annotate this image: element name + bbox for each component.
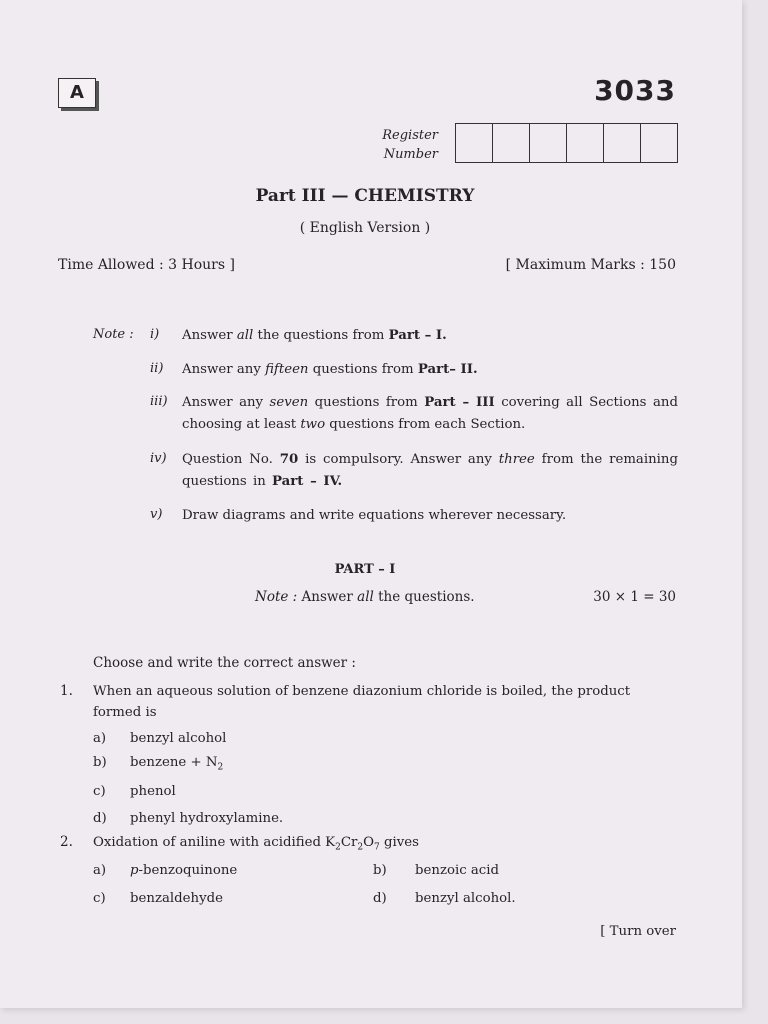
register-digit-box[interactable]: [604, 124, 641, 162]
note-strong: Part – III: [424, 395, 495, 410]
maximum-marks: [ Maximum Marks : 150: [505, 257, 676, 273]
note-item: [182, 392, 678, 436]
note-text: Question No.: [182, 452, 280, 467]
note-strong: Part – IV.: [272, 474, 343, 489]
option-subscript: 2: [217, 762, 224, 773]
note-number: iv): [150, 451, 167, 466]
option-text: benzyl alcohol: [130, 731, 227, 746]
register-digit-box[interactable]: [530, 124, 567, 162]
note-text: is compulsory. Answer any: [298, 452, 499, 467]
option-label: d): [373, 891, 387, 906]
note-emphasis: three: [498, 452, 535, 467]
register-number-boxes[interactable]: [455, 123, 678, 163]
question-text: When an aqueous solution of benzene diazonium chloride is boiled, the product formed is: [93, 684, 631, 720]
question-text: [93, 832, 678, 859]
option-text-main: -benzoquinone: [138, 863, 238, 878]
part-one-note-text: Answer: [297, 589, 358, 605]
note-emphasis: fifteen: [265, 362, 309, 377]
option-text-main: benzene + N: [130, 755, 218, 770]
register-digit-box[interactable]: [567, 124, 604, 162]
note-item: [182, 449, 678, 493]
part-one-note-label: Note :: [255, 589, 298, 605]
question-text-part: gives: [379, 835, 419, 850]
note-text: Answer any: [182, 362, 266, 377]
option-label: b): [93, 755, 107, 770]
option-text: benzaldehyde: [130, 891, 223, 906]
option-label: c): [93, 891, 106, 906]
note-number: ii): [150, 361, 164, 376]
version-subtitle: ( English Version ): [299, 220, 431, 236]
question-subscript: 2: [357, 842, 364, 853]
note-text: covering all Sections and choosing at least: [182, 395, 678, 432]
option-label: c): [93, 784, 106, 799]
note-text: questions from: [308, 395, 425, 410]
note-text: questions from: [308, 362, 418, 377]
note-text: Answer any: [182, 395, 270, 410]
note-strong: Part – I.: [388, 328, 447, 343]
note-strong: 70: [279, 452, 299, 467]
option-label: a): [93, 731, 107, 746]
part-one-note-text: the questions.: [373, 589, 475, 605]
register-label-line2: Number: [383, 147, 438, 162]
option-text: phenyl hydroxylamine.: [130, 811, 284, 826]
question-text-part: Oxidation of aniline with acidified K: [93, 835, 336, 850]
register-digit-box[interactable]: [641, 124, 677, 162]
note-emphasis: seven: [269, 395, 309, 410]
note-emphasis: all: [236, 328, 254, 343]
note-text: Answer: [182, 328, 237, 343]
note-number: v): [150, 507, 163, 522]
part-one-note: [255, 589, 475, 605]
part-one-heading: PART – I: [334, 562, 396, 577]
option-text: [130, 755, 223, 773]
option-text: [130, 863, 237, 878]
note-number: iii): [150, 394, 168, 409]
note-text: from the remaining questions in: [182, 452, 678, 489]
option-text: phenol: [130, 784, 176, 799]
note-item: Draw diagrams and write equations wherever necessary.: [182, 508, 567, 523]
option-emphasis: p: [130, 863, 139, 878]
instruction-text: Choose and write the correct answer :: [93, 655, 356, 671]
question-number: 1.: [60, 683, 73, 699]
note-emphasis: two: [300, 417, 326, 432]
option-label: b): [373, 863, 387, 878]
paper-code: 3033: [594, 74, 676, 107]
register-label-line1: Register: [382, 128, 438, 143]
register-label: [370, 126, 438, 164]
question-subscript: 7: [374, 842, 380, 853]
page-title: Part III — CHEMISTRY: [255, 186, 475, 206]
question-text-part: O: [363, 835, 375, 850]
question-subscript: 2: [335, 842, 341, 853]
note-item: [182, 359, 678, 381]
note-text: the questions from: [253, 328, 389, 343]
part-one-marks: 30 × 1 = 30: [593, 589, 676, 605]
turn-over-note: [ Turn over: [600, 924, 676, 939]
note-text: questions from each Section.: [325, 417, 526, 432]
version-box: A: [58, 78, 96, 108]
option-text: benzyl alcohol.: [415, 891, 516, 906]
question-number: 2.: [60, 834, 73, 850]
option-text: benzoic acid: [415, 863, 500, 878]
option-label: d): [93, 811, 107, 826]
note-number: i): [150, 327, 160, 342]
note-item: [182, 325, 678, 347]
register-digit-box[interactable]: [456, 124, 493, 162]
note-label: Note :: [93, 327, 134, 342]
note-strong: Part– II.: [417, 362, 478, 377]
register-digit-box[interactable]: [493, 124, 530, 162]
question-text-part: Cr: [340, 835, 358, 850]
option-label: a): [93, 863, 107, 878]
part-one-note-emphasis: all: [357, 589, 374, 605]
time-allowed: Time Allowed : 3 Hours ]: [58, 257, 235, 273]
